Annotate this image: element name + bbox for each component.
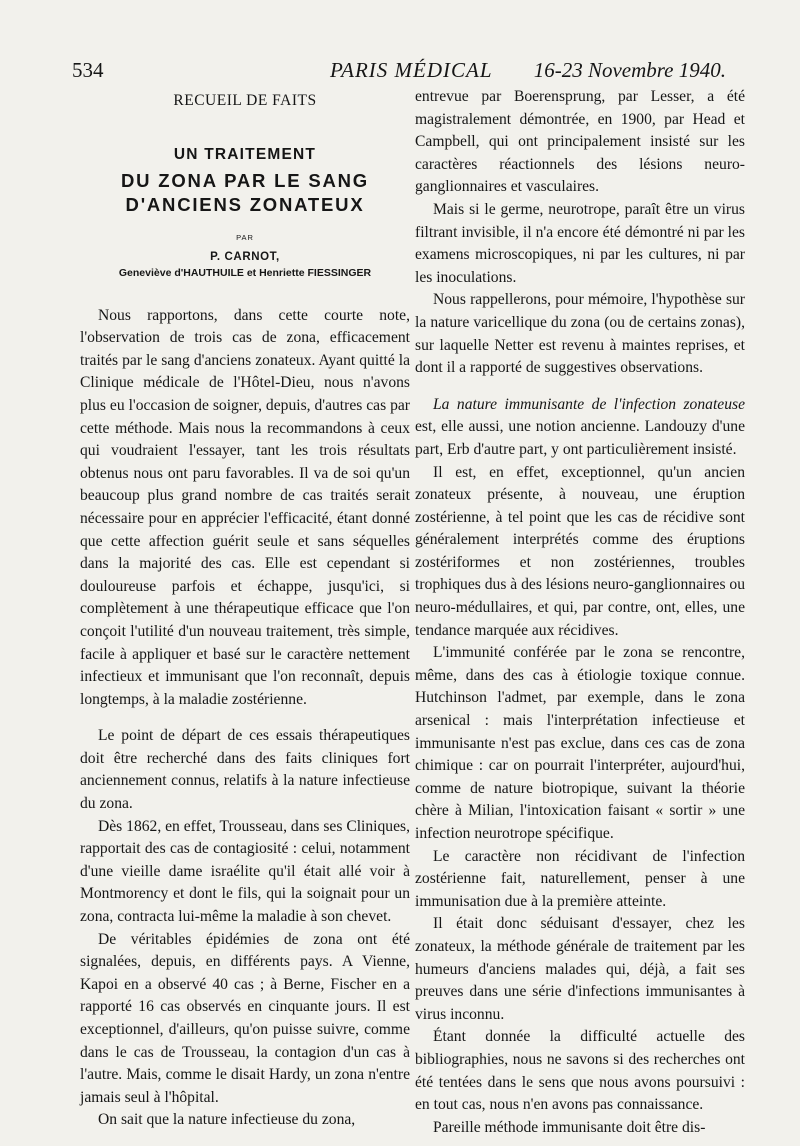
journal-title: PARIS MÉDICAL	[330, 58, 493, 82]
paragraph: Il était donc séduisant d'essayer, chez les zonateux, la méthode générale de traitement par les humeurs d'anciens malades qui, déjà, a fait ses preuves dans une série d'infections immunisantes à virus inconnu.	[415, 915, 745, 1023]
left-column	[80, 86, 410, 1132]
paragraph-text: est, elle aussi, une notion ancienne. Landouzy d'une part, Erb d'autre part, y ont particulièrement insisté.	[415, 418, 745, 458]
paragraph	[415, 394, 745, 462]
issue-date: 16-23 Novembre 1940.	[533, 58, 726, 82]
paragraph: Le caractère non récidivant de l'infection zostérienne fait, naturellement, penser à une immunisation due à la première atteinte.	[415, 847, 745, 910]
author-primary: P. CARNOT,	[210, 250, 280, 263]
page-number: 534	[72, 58, 104, 82]
paragraph: Nous rapportons, dans cette courte note, l'observation de trois cas de zona, efficacement traités par le sang d'anciens zonateux. Ayant quitté la Clinique médicale de l'Hôtel-Dieu, nous n'avons plus eu l'occasion de soigner, depuis, d'autres cas par cette méthode. Mais nous la recommandons à ceux qui voudraient l'essayer, tant les trois résultats obtenus nous ont paru favorables. Il va de soi qu'un beaucoup plus grand nombre de cas traités serait nécessaire pour en apprécier l'efficacité, étant donné que cette affection guérit seule et sans séquelles dans la majorité des cas. Elle est cependant si douloureuse parfois et échappe, jusqu'ici, si complètement à une thérapeutique efficace que l'on conçoit l'utilité d'un nouveau traitement, très simple, facile à appliquer et basé sur le caractère nettement infectieux et immunisant que l'on reconnaît, depuis longtemps, à la maladie zostérienne.	[80, 306, 410, 708]
paragraph: De véritables épidémies de zona ont été signalées, depuis, en différents pays. A Vienne, Kapoi en a observé 40 cas ; à Berne, Fischer en a rapporté 16 cas observés en cinquante jours. Il est exceptionnel, d'ailleurs, qu'on puisse suivre, comme dans le cas de Trousseau, la contagion d'un cas à l'autre. Mais, comme le disait Hardy, un zona n'entre jamais seul à l'hôpital.	[80, 930, 410, 1106]
paragraph: Il est, en effet, exceptionnel, qu'un ancien zonateux présente, à nouveau, une éruption zostérienne, à tel point que les cas de récidive sont généralement interprétés comme des éruptions zostériformes et non zostériennes, troubles trophiques dus à des lésions neuro-ganglionnaires ou neuro-médullaires, et qui, par contre, ont, elles, une tendance marquée aux récidives.	[415, 463, 746, 639]
paragraph: Étant donnée la difficulté actuelle des bibliographies, nous ne savons si des recherches ont été tentées dans le sens que nous avons poursuivi : en tout cas, nous n'en avons pas connaissance.	[415, 1028, 745, 1114]
section-heading: RECUEIL DE FAITS	[173, 92, 317, 109]
article-title-line-3: D'ANCIENS ZONATEUX	[125, 193, 365, 215]
italic-phrase: La nature immunisante de l'infection zonateuse	[433, 395, 745, 413]
paragraph: Nous rappellerons, pour mémoire, l'hypothèse sur la nature varicellique du zona (ou de certains zonas), sur laquelle Netter est revenu à maintes reprises, et dont il a rapporté de suggestives observations.	[415, 291, 745, 377]
paragraph: Le point de départ de ces essais thérapeutiques doit être recherché dans des faits cliniques fort anciennement connus, relatifs à la nature infectieuse du zona.	[80, 727, 410, 813]
paragraph: Mais si le germe, neurotrope, paraît être un virus filtrant invisible, il n'a encore été démontré ni par les examens microscopiques, ni par les cultures, ni par les inoculations.	[415, 200, 745, 286]
paragraph: entrevue par Boerensprung, par Lesser, a été magistralement démontrée, en 1900, par Head et Campbell, qui ont principalement insisté sur les caractères réactionnels des lésions neuro-ganglionnaires et vasculaires.	[415, 88, 745, 196]
paragraph: Dès 1862, en effet, Trousseau, dans ses Cliniques, rapportait des cas de contagiosité : celui, notamment d'une vieille dame israélite qu'il était allé voir à Montmorency et dont le fils, qui la soignait pour un zona, contracta lui-même la maladie à son chevet.	[80, 817, 410, 926]
article-title-line-2: DU ZONA PAR LE SANG	[121, 169, 369, 191]
paragraph: Pareille méthode immunisante doit être dis-	[433, 1118, 706, 1136]
paragraph: L'immunité conférée par le zona se rencontre, même, dans des cas à étiologie toxique connue. Hutchinson l'admet, par exemple, dans le zona arsenical : mais l'interprétation infectieuse et immunisante n'est pas exclue, dans ces cas de zona chimique : car on pourrait l'interpréter, aujourd'hui, comme de nature biotropique, suivant la théorie chère à Milian, l'intoxication faisant « sortir » une infection neurotrope spécifique.	[415, 644, 745, 842]
article-title-line-1: UN TRAITEMENT	[173, 145, 317, 163]
right-column	[415, 86, 745, 1139]
byline-par: PAR	[236, 232, 254, 242]
paragraph: On sait que la nature infectieuse du zona,	[98, 1111, 356, 1129]
author-secondary: Geneviève d'HAUTHUILE et Henriette FIESSINGER	[118, 266, 372, 279]
